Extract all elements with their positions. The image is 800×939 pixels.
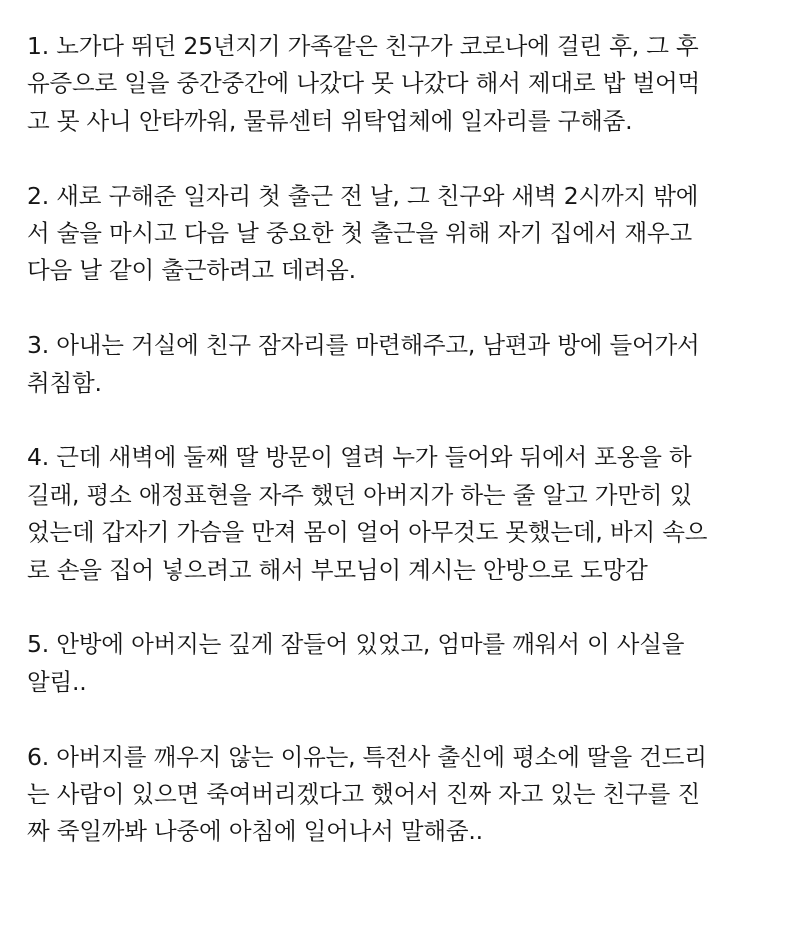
paragraph-3: [27, 327, 787, 402]
paragraph-line: 유증으로 일을 중간중간에 나갔다 못 나갔다 해서 제대로 밥 벌어먹: [27, 69, 700, 98]
post-body: [27, 28, 787, 888]
paragraph-5: [27, 626, 787, 701]
paragraph-line: 로 손을 집어 넣으려고 해서 부모님이 계시는 안방으로 도망감: [27, 555, 648, 584]
paragraph-line: 4. 근데 새벽에 둘째 딸 방문이 열려 누가 들어와 뒤에서 포옹을 하: [27, 443, 692, 472]
paragraph-line: 취침함.: [27, 368, 102, 397]
paragraph-line: 5. 안방에 아버지는 깊게 잠들어 있었고, 엄마를 깨워서 이 사실을: [27, 630, 685, 659]
paragraph-line: 알림..: [27, 667, 87, 696]
paragraph-6: [27, 739, 787, 851]
paragraph-line: 6. 아버지를 깨우지 않는 이유는, 특전사 출신에 평소에 딸을 건드리: [27, 742, 707, 771]
paragraph-line: 서 술을 마시고 다음 날 중요한 첫 출근을 위해 자기 집에서 재우고: [27, 219, 692, 248]
paragraph-2: [27, 178, 787, 290]
paragraph-1: [27, 28, 787, 140]
paragraph-line: 1. 노가다 뛰던 25년지기 가족같은 친구가 코로나에 걸린 후, 그 후: [27, 32, 699, 60]
paragraph-line: 짜 죽일까봐 나중에 아침에 일어나서 말해줌..: [27, 817, 483, 846]
paragraph-line: 길래, 평소 애정표현을 자주 했던 아버지가 하는 줄 알고 가만히 있: [27, 480, 692, 509]
paragraph-line: 고 못 사니 안타까워, 물류센터 위탁업체에 일자리를 구해줌.: [27, 106, 633, 135]
paragraph-line: 는 사람이 있으면 죽여버리겠다고 했어서 진짜 자고 있는 친구를 진: [27, 780, 700, 809]
paragraph-line: 2. 새로 구해준 일자리 첫 출근 전 날, 그 친구와 새벽 2시까지 밖에: [27, 181, 699, 210]
paragraph-line: 었는데 갑자기 가슴을 만져 몸이 얼어 아무것도 못했는데, 바지 속으: [27, 518, 708, 547]
paragraph-line: 다음 날 같이 출근하려고 데려옴.: [27, 256, 356, 285]
paragraph-4: [27, 439, 787, 589]
paragraph-line: 3. 아내는 거실에 친구 잠자리를 마련해주고, 남편과 방에 들어가서: [27, 331, 700, 360]
